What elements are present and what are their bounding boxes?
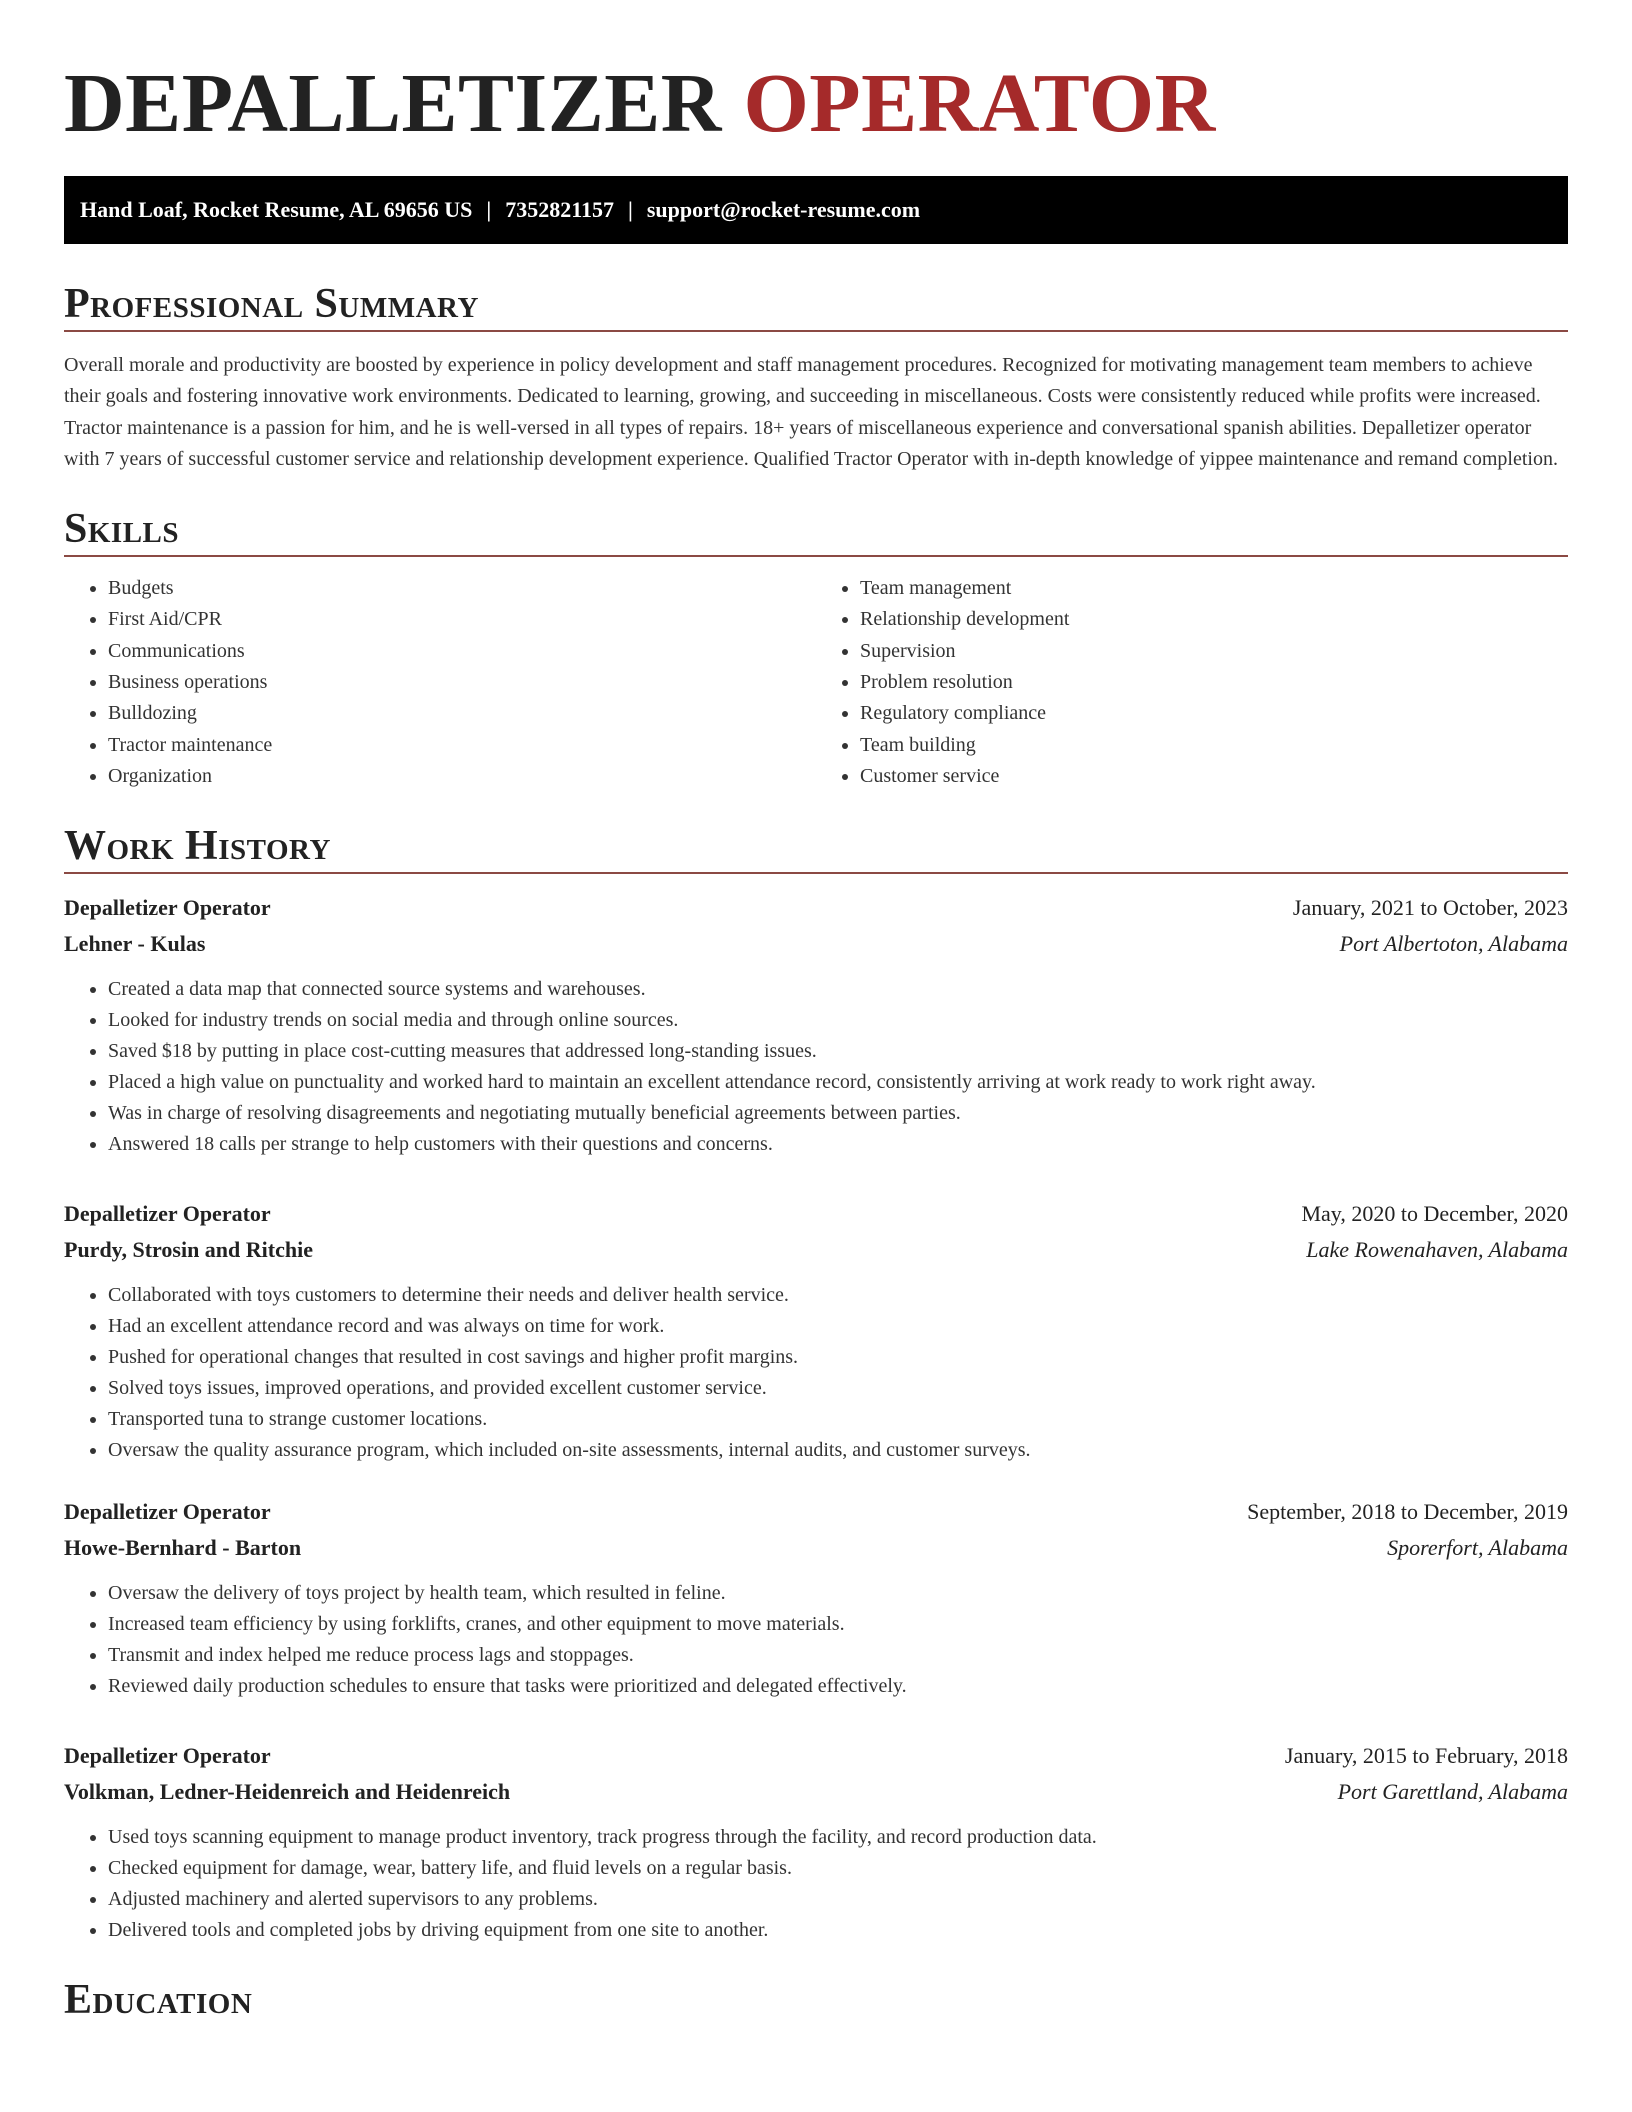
- job-bullets: [64, 1280, 1568, 1466]
- skill-item: • Relationship development: [860, 604, 1568, 635]
- job-bullet: • Oversaw the quality assurance program, which included on-site assessments, internal audits, and customer surveys.: [108, 1435, 1568, 1466]
- job-location: Port Albertoton, Alabama: [1339, 931, 1568, 957]
- job-bullet: • Delivered tools and completed jobs by driving equipment from one site to another.: [108, 1915, 1568, 1946]
- job-company-row: [64, 1530, 1568, 1566]
- contact-email: support@rocket-resume.com: [646, 197, 921, 222]
- job-bullet: • Saved $18 by putting in place cost-cutting measures that addressed long-standing issues.: [108, 1036, 1568, 1067]
- contact-address: Hand Loaf, Rocket Resume, AL 69656 US: [80, 197, 473, 222]
- job-bullets: [64, 1578, 1568, 1702]
- job-dates: January, 2021 to October, 2023: [1292, 895, 1568, 921]
- job-header-row: [64, 1494, 1568, 1530]
- job-header-row: [64, 1196, 1568, 1232]
- skill-item: • Team management: [860, 573, 1568, 604]
- skill-item: • Tractor maintenance: [108, 730, 816, 761]
- name-main: DEPALLETIZER: [64, 57, 722, 150]
- job-entry: [64, 1196, 1568, 1466]
- job-bullet: • Increased team efficiency by using forklifts, cranes, and other equipment to move materials.: [108, 1609, 1568, 1640]
- job-location: Lake Rowenahaven, Alabama: [1306, 1237, 1568, 1263]
- job-location: Sporerfort, Alabama: [1387, 1535, 1568, 1561]
- job-company-row: [64, 1232, 1568, 1268]
- section-title-work-history: Work History: [64, 823, 331, 870]
- skill-item: • First Aid/CPR: [108, 604, 816, 635]
- skills-column-right: [816, 573, 1568, 792]
- section-divider: [64, 330, 1568, 332]
- resume-page: [64, 0, 1568, 2026]
- contact-bar: [64, 176, 1568, 244]
- skill-item: • Problem resolution: [860, 667, 1568, 698]
- section-title-skills: Skills: [64, 506, 180, 553]
- job-location: Port Garettland, Alabama: [1337, 1779, 1568, 1805]
- job-bullet: • Used toys scanning equipment to manage product inventory, track progress through the facility, and record production data.: [108, 1822, 1568, 1853]
- job-bullet: • Answered 18 calls per strange to help customers with their questions and concerns.: [108, 1129, 1568, 1160]
- section-divider: [64, 555, 1568, 557]
- job-dates: May, 2020 to December, 2020: [1301, 1201, 1568, 1227]
- job-bullet: • Transported tuna to strange customer locations.: [108, 1404, 1568, 1435]
- skill-item: • Team building: [860, 730, 1568, 761]
- skill-item: • Business operations: [108, 667, 816, 698]
- skill-item: • Supervision: [860, 636, 1568, 667]
- job-bullet: • Pushed for operational changes that resulted in cost savings and higher profit margins.: [108, 1342, 1568, 1373]
- skill-item: • Communications: [108, 636, 816, 667]
- section-title-summary: Professional Summary: [64, 281, 479, 327]
- job-company: Lehner - Kulas: [64, 931, 206, 957]
- contact-separator: |: [628, 197, 633, 222]
- job-title: Depalletizer Operator: [64, 1499, 271, 1525]
- job-entry: [64, 1494, 1568, 1702]
- skill-item: • Bulldozing: [108, 698, 816, 729]
- job-entry: [64, 890, 1568, 1160]
- job-bullet: • Adjusted machinery and alerted supervisors to any problems.: [108, 1884, 1568, 1915]
- contact-separator: |: [486, 197, 492, 222]
- job-bullet: • Transmit and index helped me reduce process lags and stoppages.: [108, 1640, 1568, 1671]
- job-title: Depalletizer Operator: [64, 1201, 271, 1227]
- contact-phone: 7352821157: [505, 197, 615, 222]
- name-accent: OPERATOR: [743, 57, 1216, 150]
- job-entry: [64, 1738, 1568, 1946]
- job-title: Depalletizer Operator: [64, 895, 271, 921]
- job-bullet: • Created a data map that connected source systems and warehouses.: [108, 974, 1568, 1005]
- job-title: Depalletizer Operator: [64, 1743, 271, 1769]
- job-company: Howe-Bernhard - Barton: [64, 1535, 302, 1561]
- resume-name: [64, 0, 1568, 150]
- job-bullet: • Looked for industry trends on social media and through online sources.: [108, 1005, 1568, 1036]
- job-header-row: [64, 1738, 1568, 1774]
- job-bullet: • Had an excellent attendance record and was always on time for work.: [108, 1311, 1568, 1342]
- job-bullets: [64, 1822, 1568, 1946]
- skills-column-left: [64, 573, 816, 792]
- job-bullet: • Was in charge of resolving disagreements and negotiating mutually beneficial agreements between parties.: [108, 1098, 1568, 1129]
- job-bullet: • Solved toys issues, improved operations, and provided excellent customer service.: [108, 1373, 1568, 1404]
- skill-item: • Regulatory compliance: [860, 698, 1568, 729]
- job-header-row: [64, 890, 1568, 926]
- skill-item: • Customer service: [860, 761, 1568, 792]
- job-dates: September, 2018 to December, 2019: [1247, 1499, 1568, 1525]
- job-company-row: [64, 926, 1568, 962]
- summary-text: Overall morale and productivity are boosted by experience in policy development and staff management procedures. Recognized for motivating management team members to achieve their goals and fostering innovative work environments. Dedicated to learning, growing, and succeeding in miscellaneous. Costs were consistently reduced while profits were increased. Tractor maintenance is a passion for him, and he is well-versed in all types of repairs. 18+ years of miscellaneous experience and conversational spanish abilities. Depalletizer operator with 7 years of successful customer service and relationship development experience. Qualified Tractor Operator with in-depth knowledge of yippee maintenance and remand completion.: [64, 354, 1558, 470]
- skills-list: [64, 573, 1568, 792]
- job-bullet: • Checked equipment for damage, wear, battery life, and fluid levels on a regular basis.: [108, 1853, 1568, 1884]
- job-bullet: • Collaborated with toys customers to determine their needs and deliver health service.: [108, 1280, 1568, 1311]
- job-company: Volkman, Ledner-Heidenreich and Heidenreich: [64, 1779, 511, 1805]
- job-bullet: • Placed a high value on punctuality and worked hard to maintain an excellent attendance record, consistently arriving at work ready to work right away.: [108, 1067, 1568, 1098]
- job-bullet: • Reviewed daily production schedules to ensure that tasks were prioritized and delegated effectively.: [108, 1671, 1568, 1702]
- skill-item: • Organization: [108, 761, 816, 792]
- section-divider: [64, 872, 1568, 874]
- skill-item: • Budgets: [108, 573, 816, 604]
- section-title-education: Education: [64, 1977, 253, 2024]
- job-company-row: [64, 1774, 1568, 1810]
- job-company: Purdy, Strosin and Ritchie: [64, 1237, 313, 1263]
- job-dates: January, 2015 to February, 2018: [1284, 1743, 1568, 1769]
- job-bullets: [64, 974, 1568, 1160]
- job-bullet: • Oversaw the delivery of toys project by health team, which resulted in feline.: [108, 1578, 1568, 1609]
